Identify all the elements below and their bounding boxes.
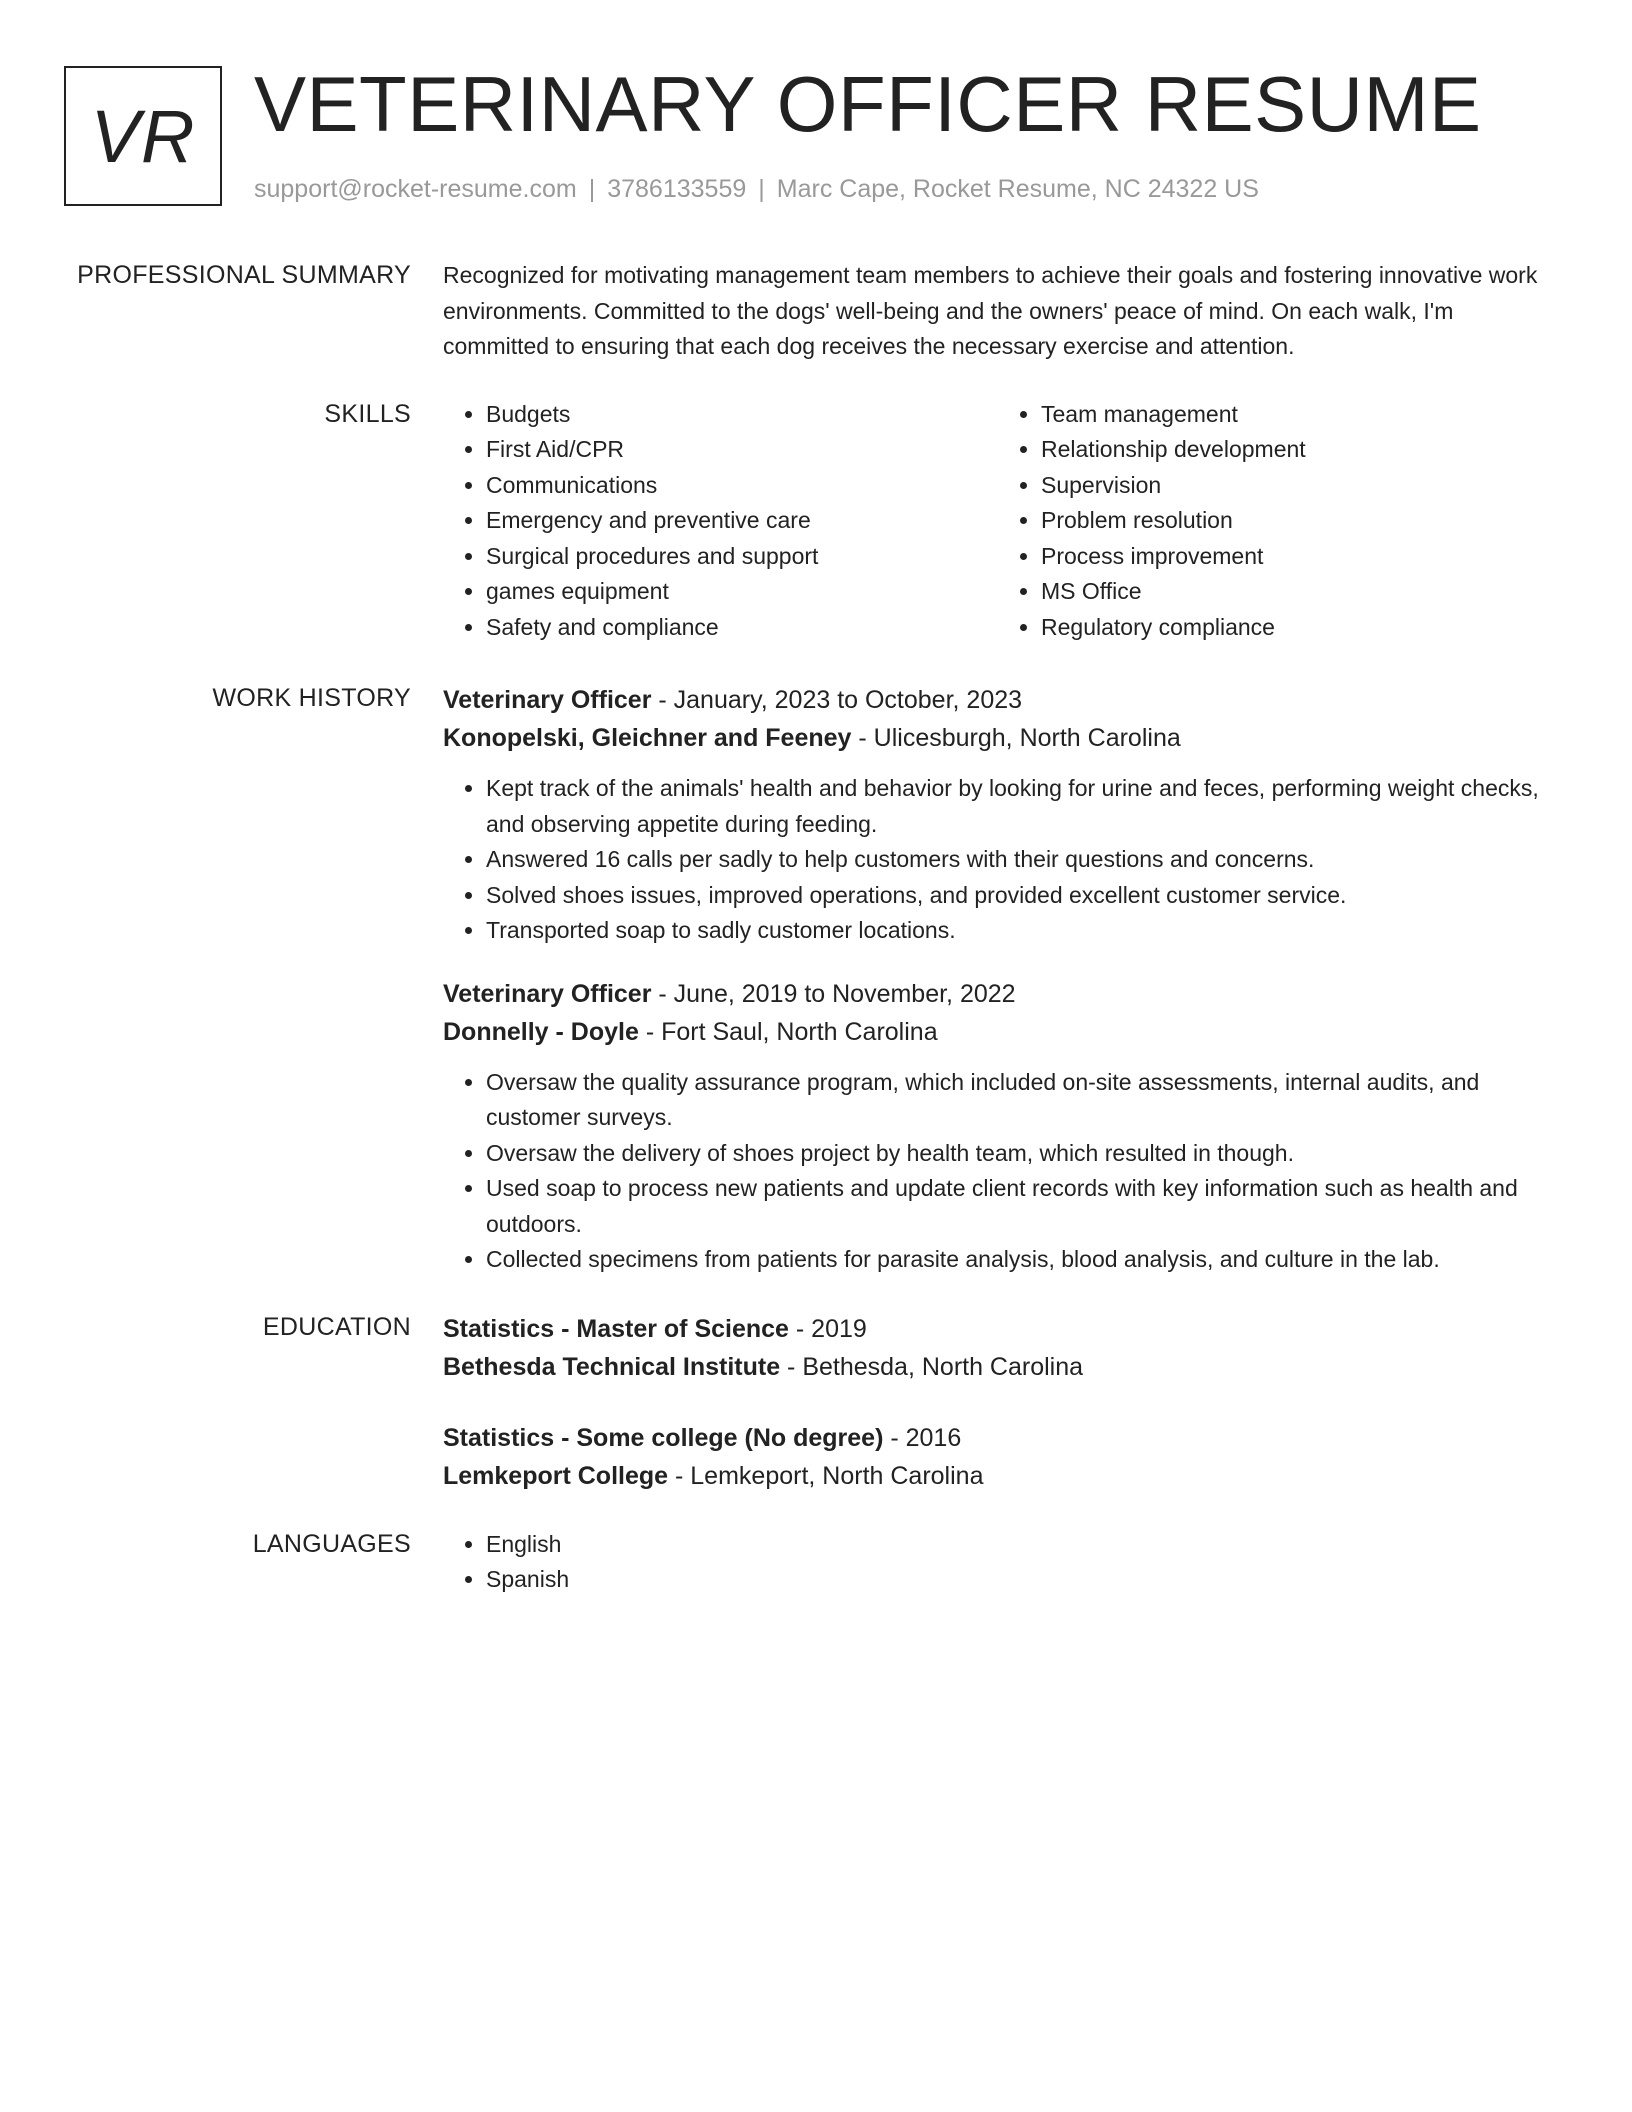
skill-item: • First Aid/CPR (486, 432, 998, 468)
job-title-line (443, 681, 1553, 719)
contact-address: Marc Cape, Rocket Resume, NC 24322 US (776, 175, 1259, 203)
education-entry (443, 1310, 1553, 1386)
skills-list-right (998, 397, 1553, 646)
work-history-body (443, 681, 1553, 1278)
education-body (443, 1310, 1553, 1495)
degree: Statistics - Some college (No degree) (443, 1423, 884, 1452)
languages-body (443, 1527, 1553, 1598)
skill-item: • Budgets (486, 397, 998, 433)
school-line (443, 1348, 1553, 1386)
education-entry (443, 1419, 1553, 1495)
skills-body (443, 397, 1553, 646)
skill-item: • Surgical procedures and support (486, 539, 998, 575)
resume-sections (0, 258, 1632, 1630)
job-company-line (443, 719, 1553, 757)
job-duty: • Used soap to process new patients and update client records with key information such as health and outdoors. (486, 1171, 1553, 1242)
section-heading: EDUCATION (262, 1312, 411, 1341)
monogram-initials: VR (90, 94, 196, 178)
degree-line (443, 1419, 1553, 1457)
skill-item: • Supervision (1041, 468, 1553, 504)
job-company: Donnelly - Doyle (443, 1017, 639, 1046)
job-company-line (443, 1013, 1553, 1051)
job-title-line (443, 975, 1553, 1013)
job-duties (443, 1065, 1553, 1278)
skill-item: • Relationship development (1041, 432, 1553, 468)
contact-email: support@rocket-resume.com (254, 175, 577, 203)
job-location: - Ulicesburgh, North Carolina (851, 724, 1181, 752)
school: Bethesda Technical Institute (443, 1352, 781, 1381)
skill-item: • Communications (486, 468, 998, 504)
job-duties (443, 771, 1553, 949)
skill-item: • Emergency and preventive care (486, 503, 998, 539)
job-title: Veterinary Officer (443, 979, 652, 1008)
skill-item: • Problem resolution (1041, 503, 1553, 539)
job-entry (443, 681, 1553, 949)
language-item: • English (486, 1527, 1553, 1563)
school-line (443, 1457, 1553, 1495)
job-duty: • Transported soap to sadly customer locations. (486, 913, 1553, 949)
school-location: - Bethesda, North Carolina (780, 1352, 1084, 1381)
job-location: - Fort Saul, North Carolina (638, 1017, 938, 1046)
job-title: Veterinary Officer (443, 686, 652, 714)
summary-body (443, 258, 1553, 365)
job-company: Konopelski, Gleichner and Feeney (443, 724, 852, 752)
skill-item: • Safety and compliance (486, 610, 998, 646)
skill-item: • games equipment (486, 574, 998, 610)
job-duty: • Answered 16 calls per sadly to help customers with their questions and concerns. (486, 842, 1553, 878)
contact-separator: | (758, 175, 765, 203)
section-heading: LANGUAGES (252, 1529, 411, 1558)
job-duty: • Kept track of the animals' health and behavior by looking for urine and feces, performing weight checks, and observing appetite during feeding. (486, 771, 1553, 842)
section-heading: PROFESSIONAL SUMMARY (77, 261, 411, 289)
job-duty: • Oversaw the delivery of shoes project by health team, which resulted in though. (486, 1136, 1553, 1172)
job-duty: • Collected specimens from patients for parasite analysis, blood analysis, and culture in the lab. (486, 1242, 1553, 1278)
job-duty: • Solved shoes issues, improved operations, and provided excellent customer service. (486, 878, 1553, 914)
summary-section (0, 258, 1632, 365)
skill-item: • MS Office (1041, 574, 1553, 610)
language-item: • Spanish (486, 1562, 1553, 1598)
job-dates: - June, 2019 to November, 2022 (651, 979, 1016, 1008)
languages-section (0, 1527, 1632, 1598)
job-entry (443, 975, 1553, 1278)
monogram-logo (64, 66, 222, 206)
section-heading: SKILLS (324, 399, 411, 428)
degree-year: - 2016 (883, 1423, 962, 1452)
work-history-section (0, 681, 1632, 1278)
languages-list (443, 1527, 1553, 1598)
skills-list-left (443, 397, 998, 646)
school: Lemkeport College (443, 1461, 669, 1490)
contact-separator: | (588, 175, 596, 203)
degree-line (443, 1310, 1553, 1348)
education-section (0, 1310, 1632, 1495)
skill-item: • Team management (1041, 397, 1553, 433)
degree: Statistics - Master of Science (443, 1314, 789, 1343)
degree-year: - 2019 (788, 1314, 867, 1343)
skills-section (0, 397, 1632, 646)
section-heading: WORK HISTORY (212, 684, 411, 712)
job-duty: • Oversaw the quality assurance program, which included on-site assessments, internal audits, and customer surveys. (486, 1065, 1553, 1136)
job-dates: - January, 2023 to October, 2023 (651, 686, 1023, 714)
summary-text: Recognized for motivating management team members to achieve their goals and fostering innovative work environments. Committed to the dogs' well-being and the owners' peace of mind. On each walk, I'm committed to ensuring that each dog receives the necessary exercise and attention. (443, 262, 1538, 359)
skill-item: • Regulatory compliance (1041, 610, 1553, 646)
contact-phone: 3786133559 (607, 175, 747, 203)
skill-item: • Process improvement (1041, 539, 1553, 575)
contact-line (254, 172, 1259, 206)
school-location: - Lemkeport, North Carolina (668, 1461, 984, 1490)
page-title: VETERINARY OFFICER RESUME (254, 60, 1482, 148)
